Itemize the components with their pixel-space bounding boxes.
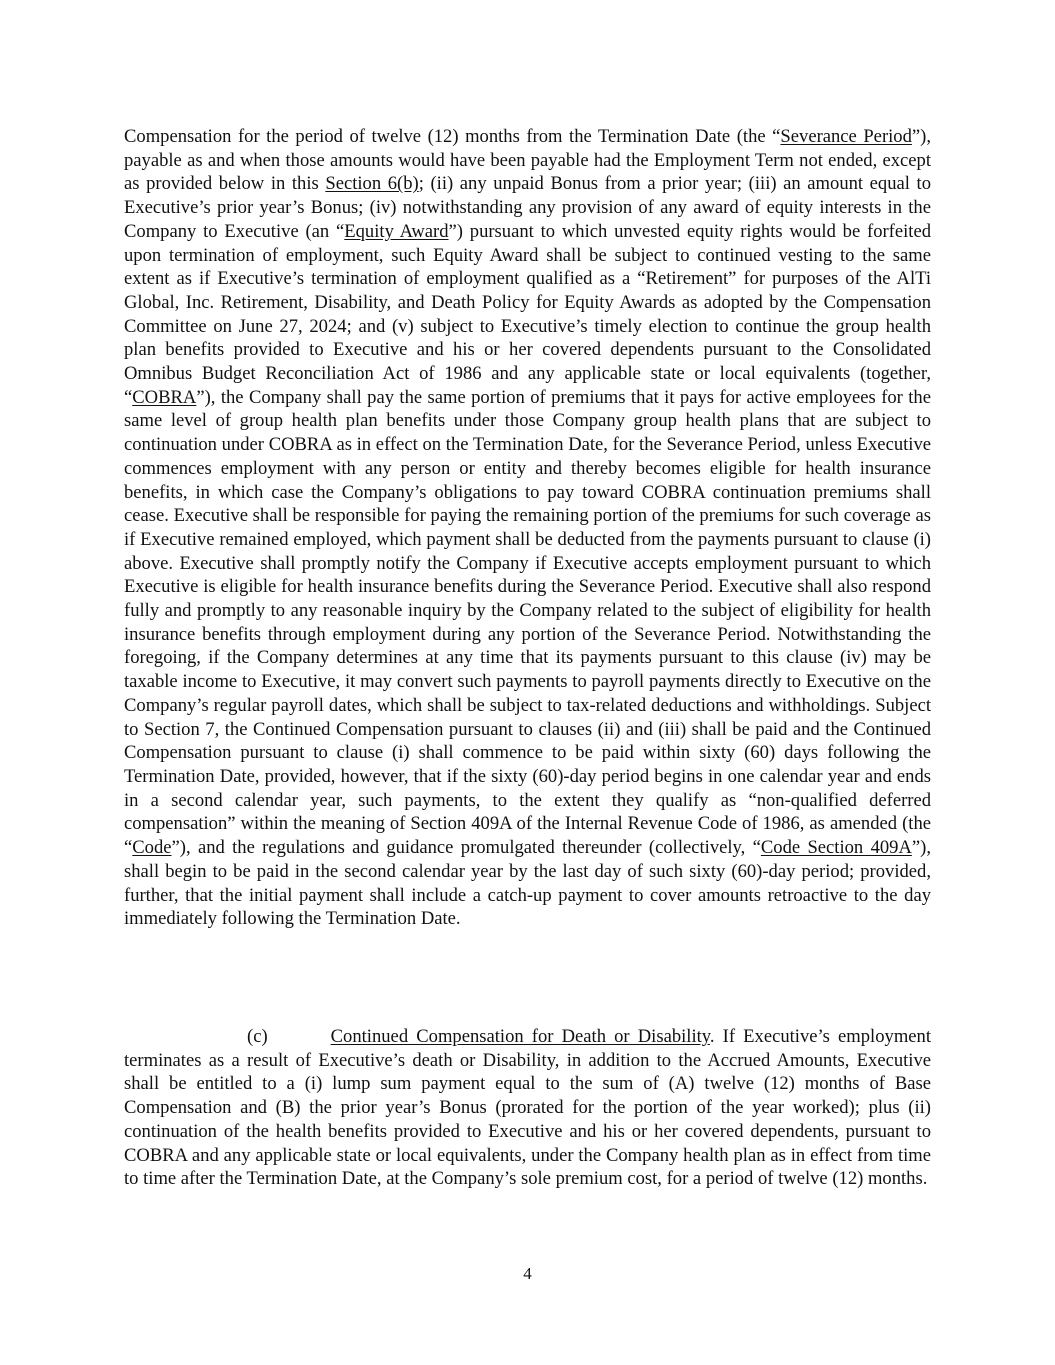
text-segment: ”), the Company shall pay the same portion of premiums that it pays for active employees for the same level of group health plan benefits under those Company group health plans that are subject to continuation under COBRA as in effect on the Termination Date, for the Severance Period, unless Executive commences employment with any person or entity and thereby becomes eligible for health insurance benefits, in which case the Company’s obligations to pay toward COBRA continuation premiums shall cease. Executive shall be responsible for paying the remaining portion of the premiums for such coverage as if Executive remained employed, which payment shall be deducted from the payments pursuant to clause (i) above. Executive shall promptly notify the Company if Executive accepts employment pursuant to which Executive is eligible for health insurance benefits during the Severance Period. Executive shall also respond fully and promptly to any reasonable inquiry by the Company related to the subject of eligibility for health insurance benefits through employment during any portion of the Severance Period. Notwithstanding the foregoing, if the Company determines at any time that its payments pursuant to this clause (iv) may be taxable income to Executive, it may convert such payments to payroll payments directly to Executive on the Company’s regular payroll dates, which shall be subject to tax-related deductions and withholdings. Subject to Section 7, the Continued Compensation pursuant to clauses (ii) and (iii) shall be paid and the Continued Compensation pursuant to clause (i) shall commence to be paid within sixty (60) days following the Termination Date, provided, however, that if the sixty (60)-day period begins in one calendar year and ends in a second calendar year, such payments, to the extent they qualify as “non-qualified deferred compensation” within the meaning of Section 409A of the Internal Revenue Code of 1986, as amended (the “ xyxy=(124,386,931,859)
clause-label: (c) xyxy=(247,1026,268,1047)
text-segment: Compensation for the period of twelve (12) months from the Termination Date (the “ xyxy=(124,126,781,147)
paragraph-severance-continued xyxy=(124,125,931,931)
defined-term-severance-period: Severance Period xyxy=(780,126,912,147)
defined-term-code: Code xyxy=(132,837,172,859)
text-segment: ”), payable as and when those amounts would have been payable had the Employment Term not ended, except as provided below in this xyxy=(124,126,931,195)
text-segment: . If Executive’s employment terminates as a result of Executive’s death or Disability, in addition to the Accrued Amounts, Executive shall be entitled to a (i) lump sum payment equal to the sum of (A) twelve (12) months of Base Compensation and (B) the prior year’s Bonus (prorated for the portion of the year worked); plus (ii) continuation of the health benefits provided to Executive and his or her covered dependents, pursuant to COBRA and any applicable state or local equivalents, under the Company health plan as in effect from time to time after the Termination Date, at the Company’s sole premium cost, for a period of twelve (12) months. xyxy=(124,1026,932,1190)
text-segment: ”), shall begin to be paid in the second calendar year by the last day of such sixty (60)-day period; provided, further, that the initial payment shall include a catch-up payment to cover amounts retroactive to the day immediately following the Termination Date. xyxy=(124,837,931,930)
defined-term-equity-award: Equity Award xyxy=(344,220,449,242)
paragraph-death-or-disability xyxy=(124,1025,931,1191)
text-segment: ”) pursuant to which unvested equity rights would be forfeited upon termination of employment, such Equity Award shall be subject to continued vesting to the same extent as if Executive’s termination of employment qualified as a “Retirement” for purposes of the AlTi Global, Inc. Retirement, Disability, and Death Policy for Equity Awards as adopted by the Compensation Committee on June 27, 2024; and (v) subject to Executive’s timely election to continue the group health plan benefits provided to Executive and his or her covered dependents pursuant to the Consolidated Omnibus Budget Reconciliation Act of 1986 and any applicable state or local equivalents (together, “ xyxy=(124,220,932,408)
page-number: 4 xyxy=(523,1264,532,1283)
text-segment: ”), and the regulations and guidance promulgated thereunder (collectively, “ xyxy=(171,837,761,859)
clause-heading: Continued Compensation for Death or Disability xyxy=(330,1026,710,1047)
text-segment: ; (ii) any unpaid Bonus from a prior year; (iii) an amount equal to Executive’s prior year’s Bonus; (iv) notwithstanding any provision of any award of equity interests in the Company to Executive (an “ xyxy=(124,173,932,242)
section-reference: Section 6(b) xyxy=(325,173,419,195)
defined-term-code-section-409a: Code Section 409A xyxy=(760,837,912,859)
defined-term-cobra: COBRA xyxy=(132,386,197,408)
